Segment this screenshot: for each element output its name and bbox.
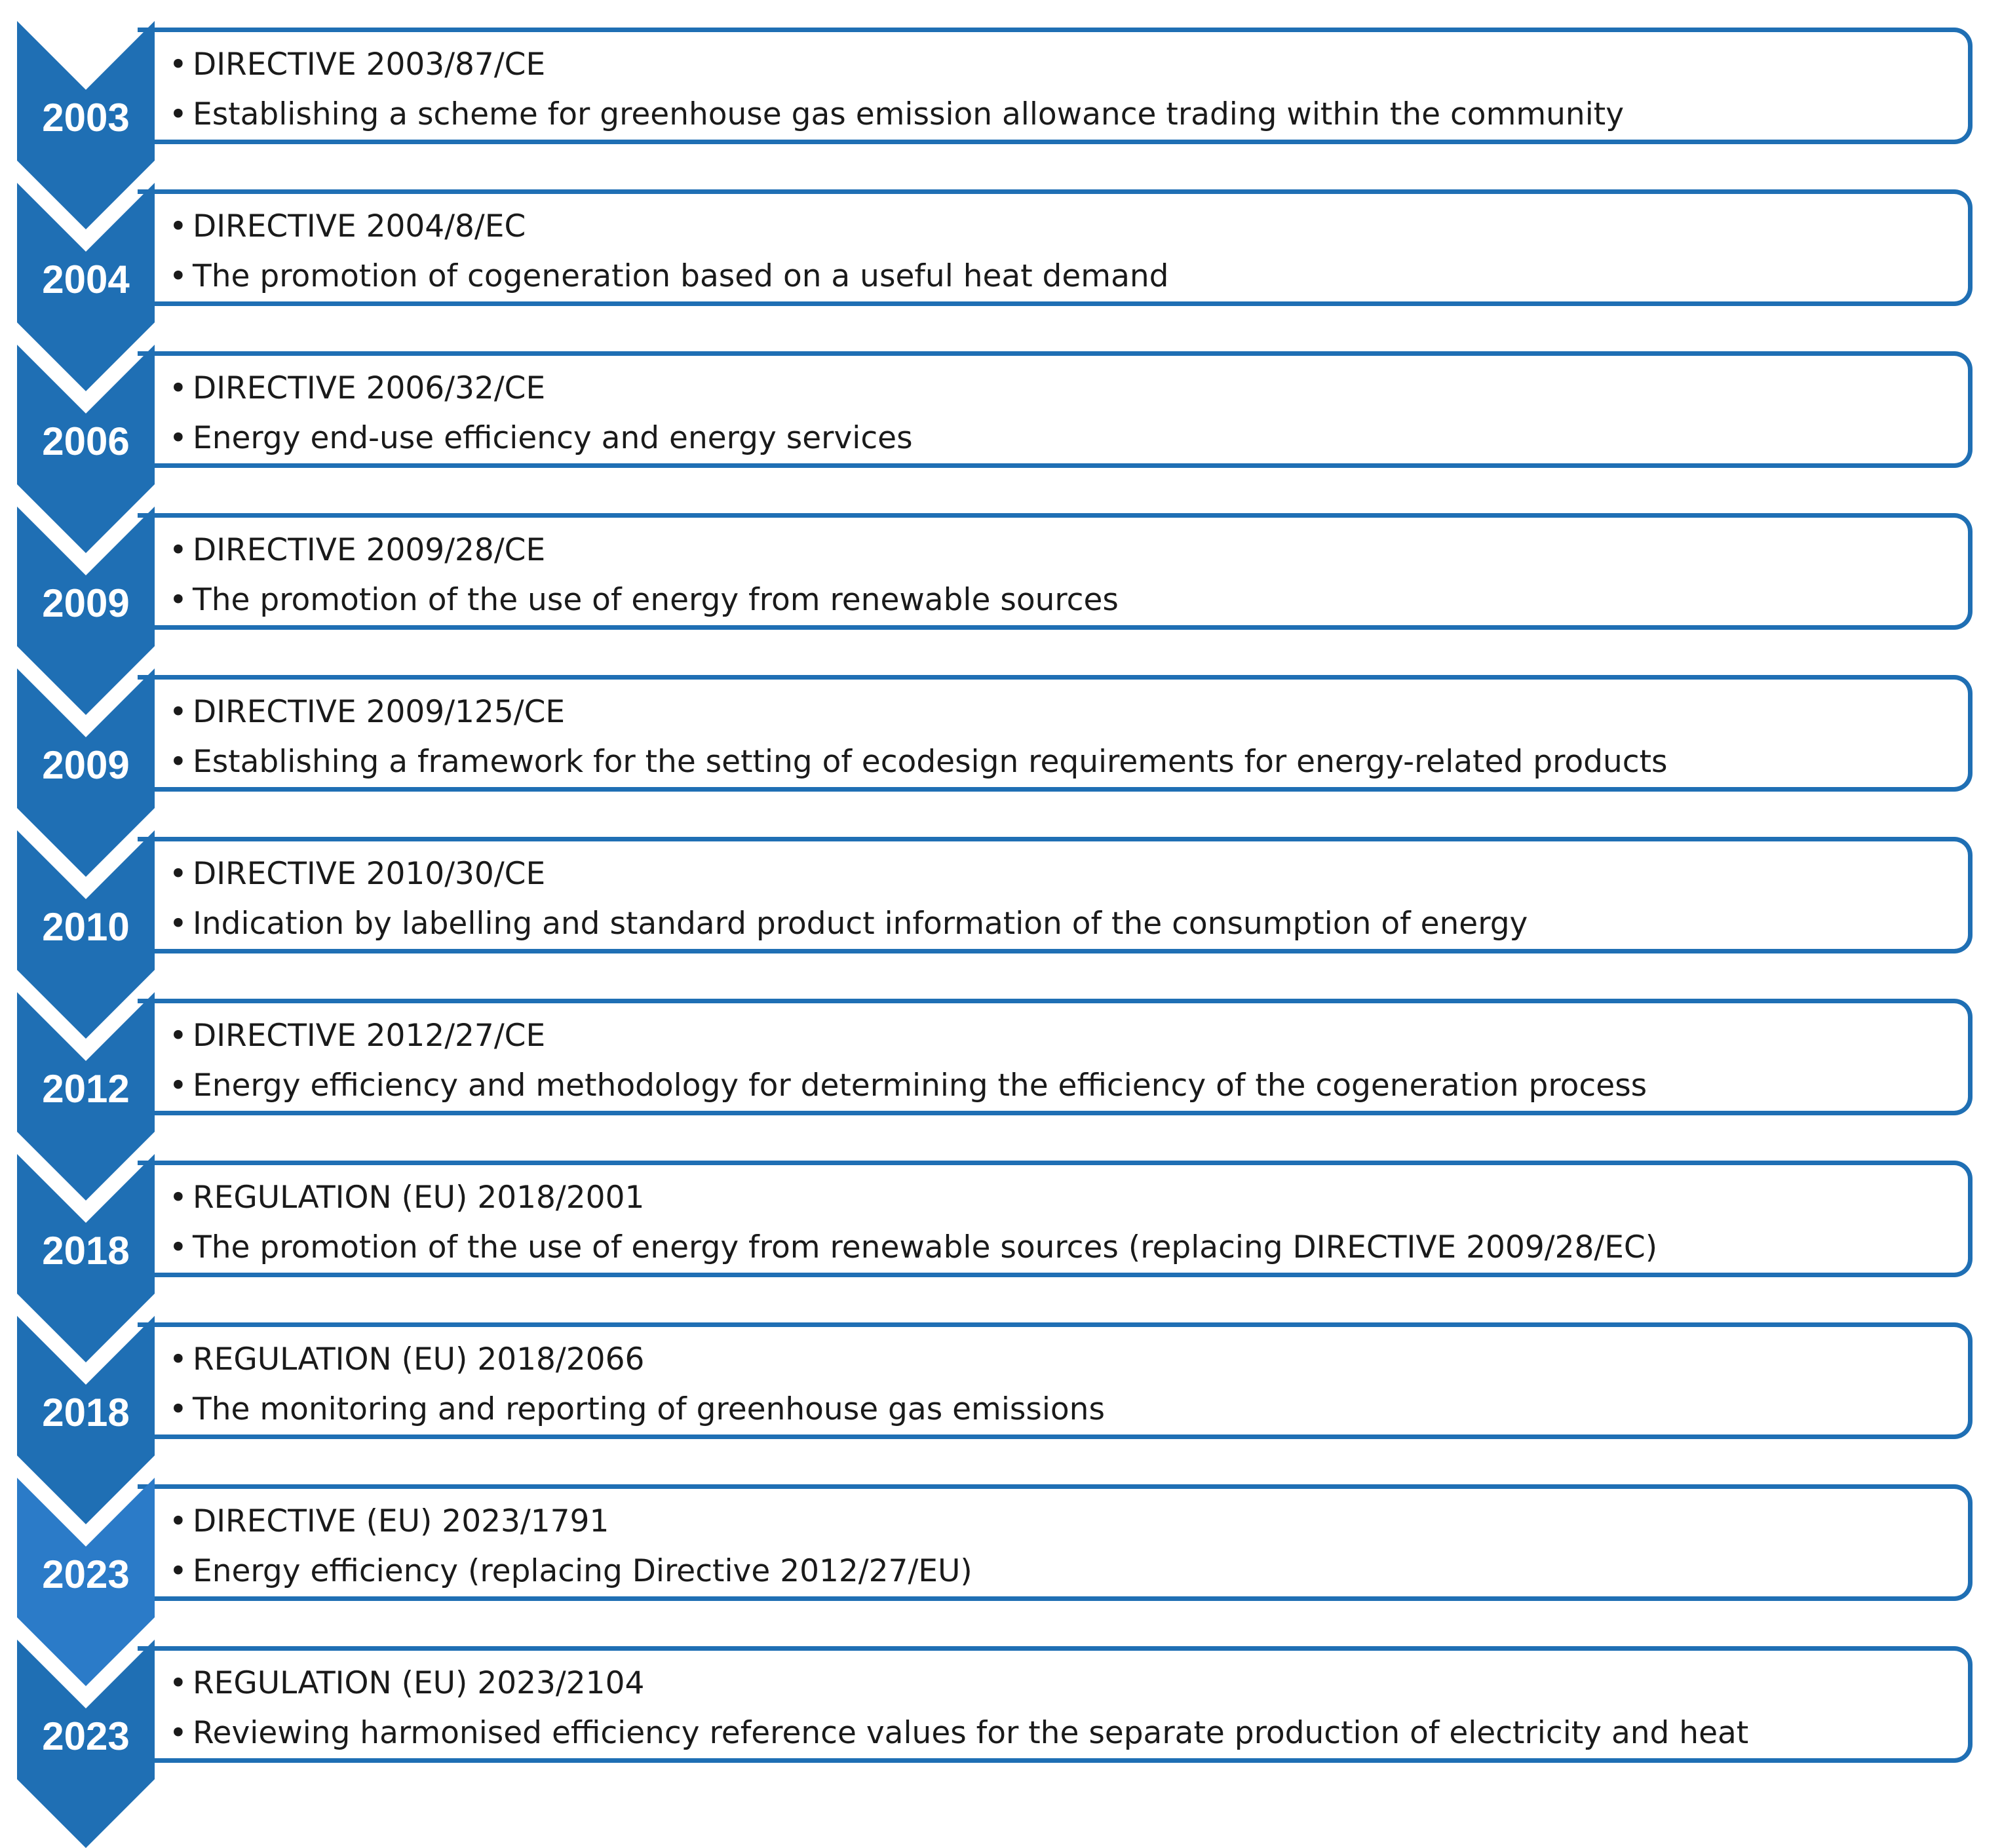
bullet-icon: • [169, 47, 187, 83]
event-description [169, 900, 1528, 948]
event-description-text: Energy efficiency (replacing Directive 2012/27/EU) [193, 1553, 972, 1589]
year-label: 2009 [42, 581, 130, 625]
event-title-text: DIRECTIVE 2010/30/CE [193, 856, 546, 892]
bullet-icon: • [169, 208, 187, 244]
event-card [138, 1161, 1973, 1277]
bullet-icon: • [169, 694, 187, 730]
event-description-text: Establishing a framework for the setting of ecodesign requirements for energy-related products [193, 744, 1668, 780]
bullet-icon: • [169, 1503, 187, 1539]
event-title [169, 203, 526, 250]
event-description-text: Energy efficiency and methodology for determining the efficiency of the cogeneration process [193, 1068, 1647, 1104]
year-label: 2012 [42, 1067, 130, 1111]
bullet-icon: • [169, 1229, 187, 1265]
event-description [169, 577, 1119, 624]
bullet-icon: • [169, 532, 187, 568]
event-description [169, 1548, 972, 1595]
bullet-icon: • [169, 96, 187, 132]
event-description [169, 1386, 1105, 1433]
bullet-icon: • [169, 582, 187, 618]
event-title-text: REGULATION (EU) 2018/2001 [193, 1180, 645, 1216]
event-description-text: Establishing a scheme for greenhouse gas emission allowance trading within the community [193, 96, 1625, 132]
event-title [169, 1336, 644, 1383]
event-card [138, 351, 1973, 468]
event-description [169, 91, 1624, 138]
event-title [169, 689, 565, 736]
event-card [138, 837, 1973, 953]
event-card [138, 28, 1973, 144]
year-label: 2018 [42, 1391, 130, 1434]
bullet-icon: • [169, 1068, 187, 1104]
event-title-text: REGULATION (EU) 2018/2066 [193, 1341, 645, 1377]
event-description-text: The promotion of cogeneration based on a useful heat demand [193, 258, 1169, 294]
bullet-icon: • [169, 744, 187, 780]
event-description [169, 1224, 1657, 1271]
bullet-icon: • [169, 1391, 187, 1427]
year-label: 2004 [42, 258, 130, 301]
event-card [138, 1322, 1973, 1439]
event-title-text: DIRECTIVE 2006/32/CE [193, 370, 546, 406]
event-description [169, 739, 1668, 786]
event-description [169, 1710, 1748, 1757]
year-label: 2009 [42, 743, 130, 787]
event-title-text: DIRECTIVE (EU) 2023/1791 [193, 1503, 609, 1539]
year-label: 2006 [42, 419, 130, 463]
bullet-icon: • [169, 420, 187, 456]
event-title-text: DIRECTIVE 2003/87/CE [193, 47, 546, 83]
event-card [138, 1484, 1973, 1601]
event-description-text: The monitoring and reporting of greenhouse gas emissions [193, 1391, 1105, 1427]
event-title [169, 1012, 545, 1060]
event-title [169, 527, 545, 574]
year-label: 2010 [42, 905, 130, 949]
event-card [138, 189, 1973, 306]
event-title [169, 851, 545, 898]
bullet-icon: • [169, 1341, 187, 1377]
year-label: 2023 [42, 1552, 130, 1596]
bullet-icon: • [169, 906, 187, 942]
event-description [169, 1062, 1647, 1109]
event-title-text: REGULATION (EU) 2023/2104 [193, 1665, 645, 1701]
event-description-text: Reviewing harmonised efficiency reference values for the separate production of electricity and heat [193, 1715, 1749, 1751]
event-description-text: Indication by labelling and standard product information of the consumption of energy [193, 906, 1528, 942]
event-card [138, 675, 1973, 792]
event-title [169, 1174, 644, 1222]
event-card [138, 513, 1973, 630]
year-label: 2003 [42, 96, 130, 140]
event-description [169, 253, 1169, 300]
bullet-icon: • [169, 1018, 187, 1054]
event-title [169, 365, 545, 412]
event-title [169, 1498, 609, 1545]
event-title [169, 41, 545, 88]
event-description [169, 415, 913, 462]
bullet-icon: • [169, 1715, 187, 1751]
year-label: 2018 [42, 1229, 130, 1273]
bullet-icon: • [169, 370, 187, 406]
bullet-icon: • [169, 1553, 187, 1589]
event-card [138, 1646, 1973, 1763]
event-title-text: DIRECTIVE 2004/8/EC [193, 208, 526, 244]
event-title-text: DIRECTIVE 2009/125/CE [193, 694, 566, 730]
event-title [169, 1660, 644, 1707]
event-card [138, 999, 1973, 1115]
bullet-icon: • [169, 1665, 187, 1701]
event-title-text: DIRECTIVE 2009/28/CE [193, 532, 546, 568]
event-title-text: DIRECTIVE 2012/27/CE [193, 1018, 546, 1054]
event-description-text: The promotion of the use of energy from renewable sources (replacing DIRECTIVE 2009/28/EC) [193, 1229, 1658, 1265]
bullet-icon: • [169, 1180, 187, 1216]
event-description-text: The promotion of the use of energy from renewable sources [193, 582, 1119, 618]
event-description-text: Energy end-use efficiency and energy services [193, 420, 913, 456]
year-label: 2023 [42, 1714, 130, 1758]
bullet-icon: • [169, 258, 187, 294]
bullet-icon: • [169, 856, 187, 892]
